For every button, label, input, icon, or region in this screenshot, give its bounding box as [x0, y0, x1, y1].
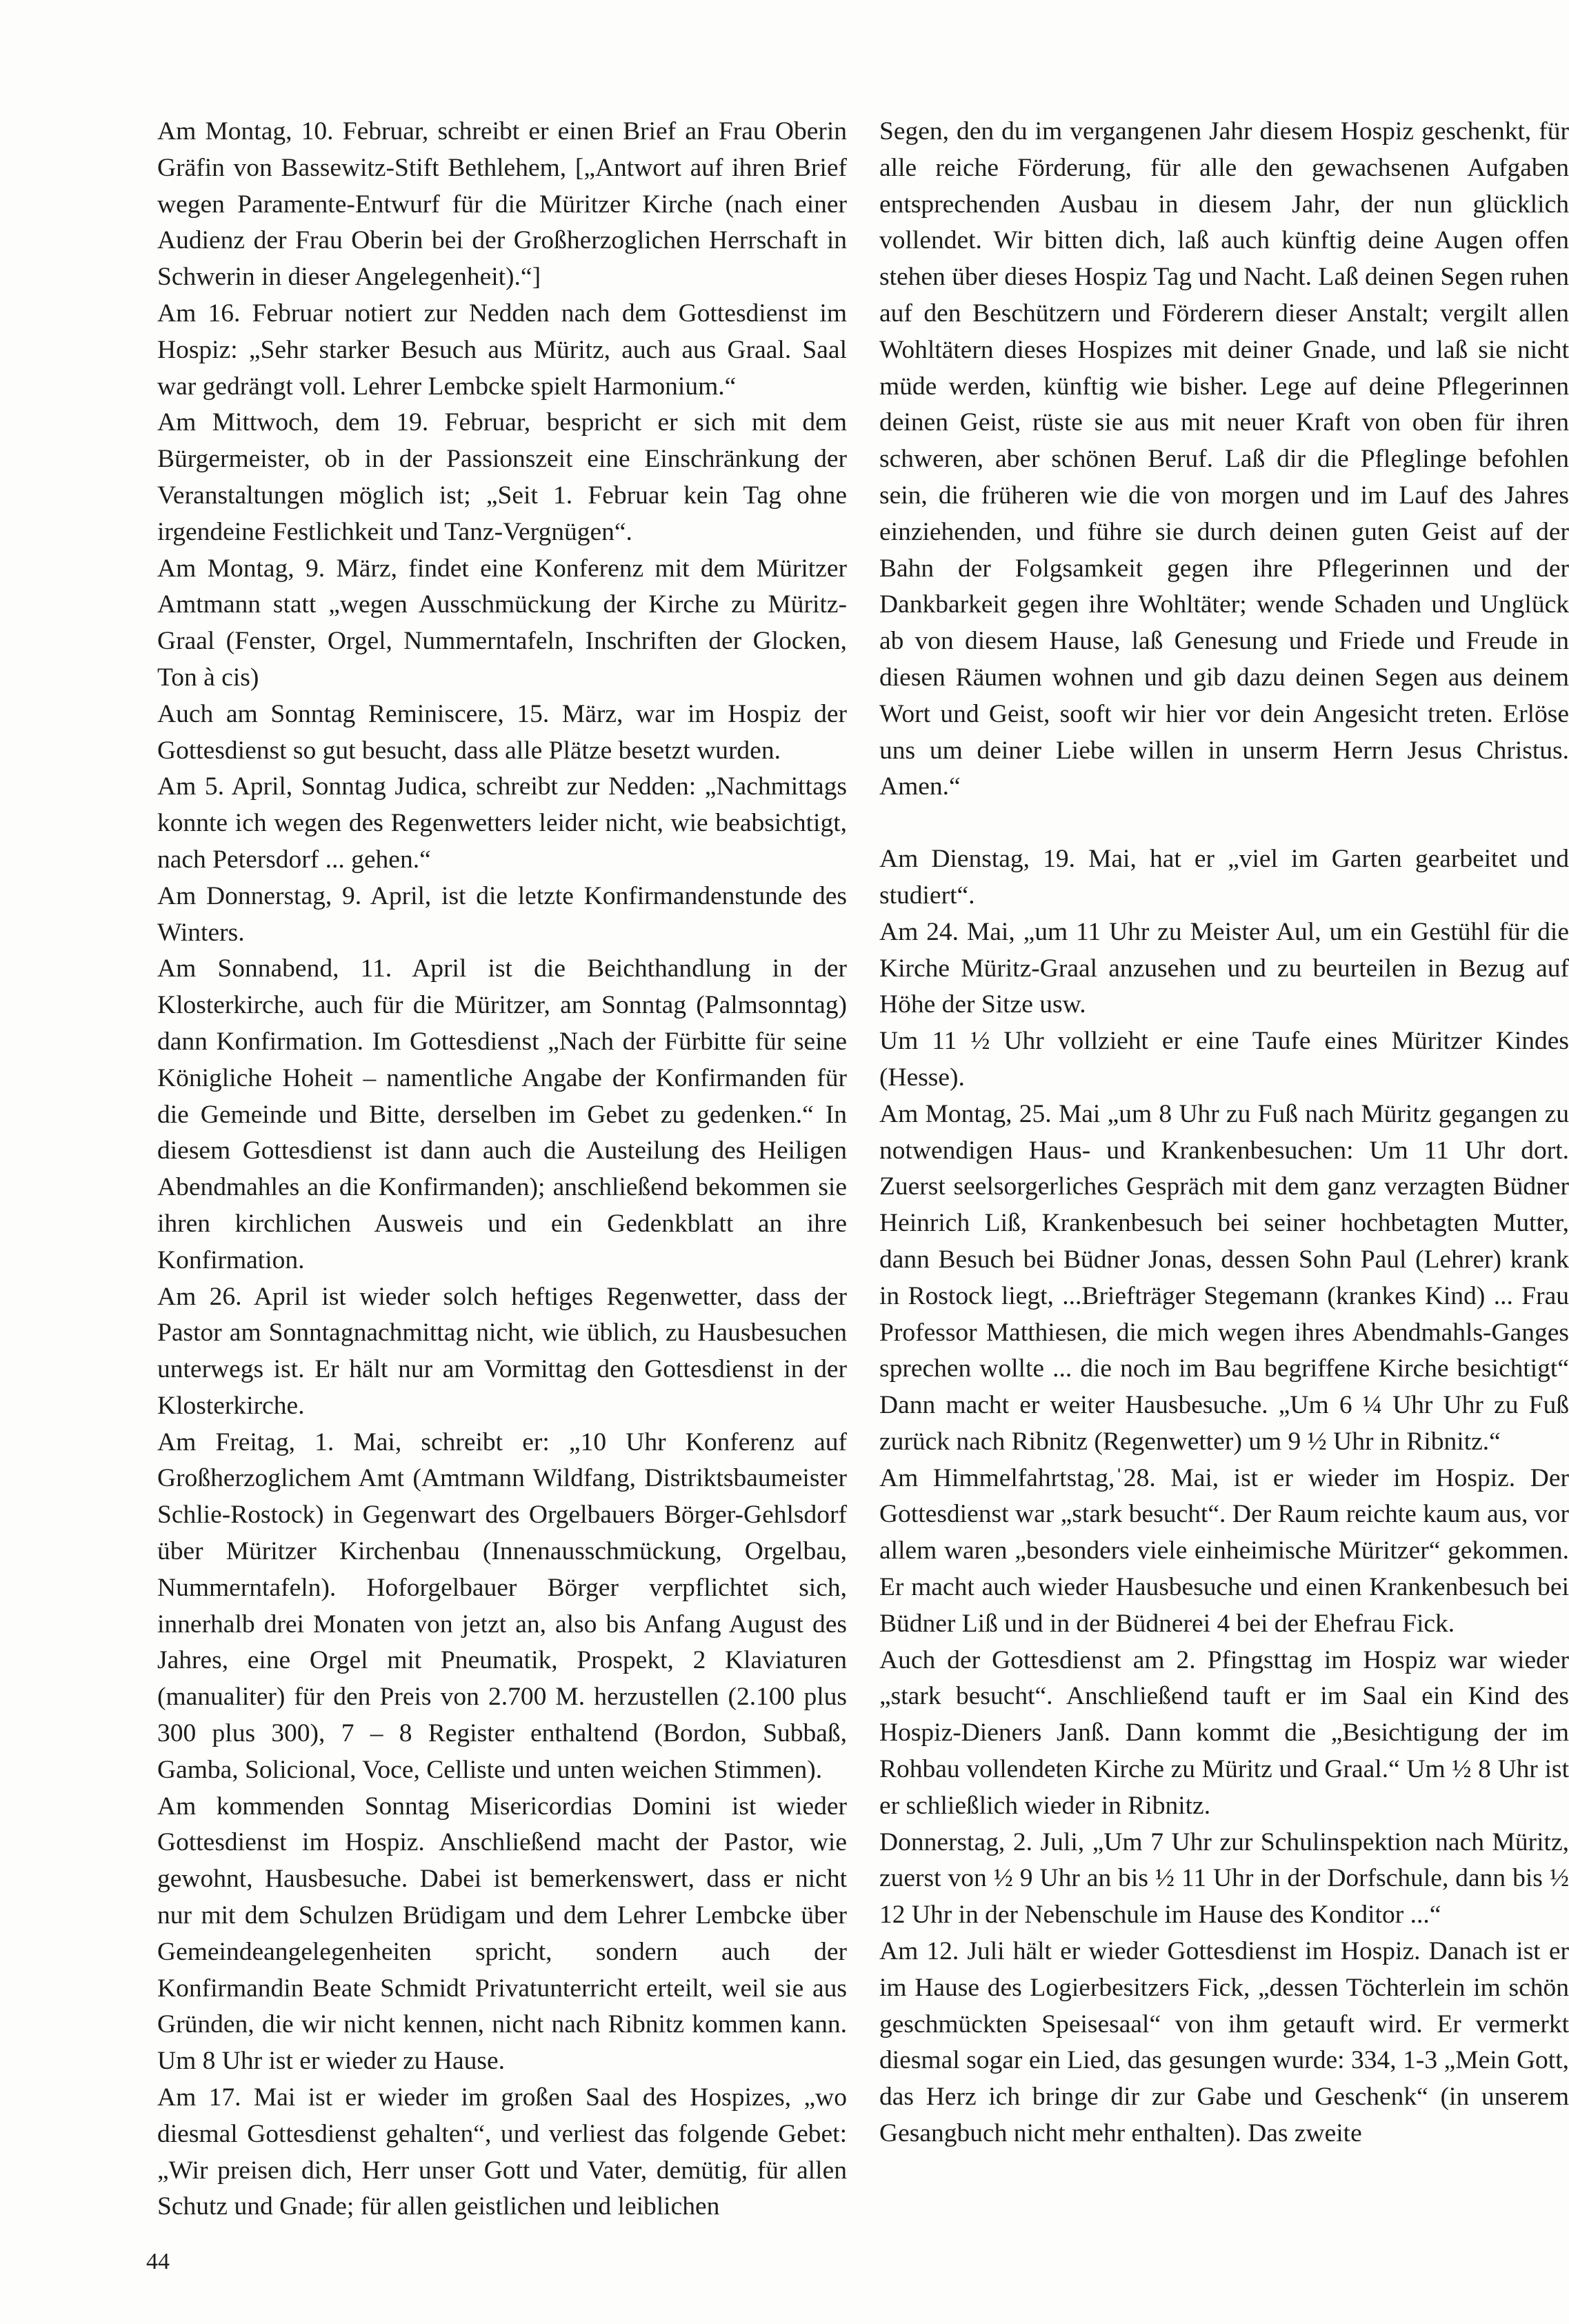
paragraph: Am 17. Mai ist er wieder im großen Saal des Hospizes, „wo diesmal Gottesdienst gehalten“, und verliest das folgende Gebet: „Wir preisen dich, Herr unser Gott und Vater, demütig, für allen Schutz und Gnade; für allen geistlichen und leiblichen — [157, 2083, 847, 2221]
right-column — [879, 114, 1569, 2152]
paragraph: Am Donnerstag, 9. April, ist die letzte Konfirmandenstunde des Winters. — [157, 881, 847, 947]
section-gap — [879, 805, 1569, 841]
paragraph: Donnerstag, 2. Juli, „Um 7 Uhr zur Schulinspektion nach Müritz, zuerst von ½ 9 Uhr an bis ½ 11 Uhr in der Dorfschule, dann bis ½ 12 Uhr in der Nebenschule im Hause des Konditor ...“ — [879, 1827, 1569, 1930]
paragraph: Am Sonnabend, 11. April ist die Beichthandlung in der Klosterkirche, auch für die Müritzer, am Sonntag (Palmsonntag) dann Konfirmation. Im Gottesdienst „Nach der Fürbitte für seine Königliche Hoheit – namentliche Angabe der Konfirmanden für die Gemeinde und Bitte, derselben im Gebet zu gedenken.“ In diesem Gottesdienst ist dann auch die Austeilung des Heiligen Abendmahles an die Konfirmanden); anschließend bekommen sie ihren kirchlichen Ausweis und ein Gedenkblatt an ihre Konfirmation. — [157, 954, 847, 1274]
paragraph: Um 11 ½ Uhr vollzieht er eine Taufe eines Müritzer Kindes (Hesse). — [879, 1027, 1569, 1092]
paragraph: Auch am Sonntag Reminiscere, 15. März, war im Hospiz der Gottesdienst so gut besucht, dass alle Plätze besetzt wurden. — [157, 699, 847, 765]
paragraph: Am Himmelfahrtstag,ˈ28. Mai, ist er wieder im Hospiz. Der Gottesdienst war „stark besucht“. Der Raum reichte kaum aus, vor allem waren „besonders viele einheimische Müritzer“ gekommen. Er macht auch wieder Hausbesuche und einen Krankenbesuch bei Büdner Liß und in der Büdnerei 4 bei der Ehefrau Fick. — [879, 1463, 1569, 1638]
paragraph: Am kommenden Sonntag Misericordias Domini ist wieder Gottesdienst im Hospiz. Anschließend macht der Pastor, wie gewohnt, Hausbesuche. Dabei ist bemerkenswert, dass er nicht nur mit dem Schulzen Brüdigam und dem Lehrer Lembcke über Gemeindeangelegenheiten spricht, sondern auch der Konfirmandin Beate Schmidt Privatunterricht erteilt, weil sie aus Gründen, die wir nicht kennen, nicht nach Ribnitz kommen kann. Um 8 Uhr ist er wieder zu Hause. — [157, 1792, 847, 2076]
paragraph: Am Montag, 9. März, findet eine Konferenz mit dem Müritzer Amtmann statt „wegen Ausschmückung der Kirche zu Müritz-Graal (Fenster, Orgel, Nummerntafeln, Inschriften der Glocken, Ton à cis) — [157, 554, 847, 692]
paragraph: Am 24. Mai, „um 11 Uhr zu Meister Aul, um ein Gestühl für die Kirche Müritz-Graal anzusehen und zu beurteilen in Bezug auf Höhe der Sitze usw. — [879, 917, 1569, 1019]
paragraph: Am Montag, 25. Mai „um 8 Uhr zu Fuß nach Müritz gegangen zu notwendigen Haus- und Krankenbesuchen: Um 11 Uhr dort. Zuerst seelsorgerliches Gespräch mit dem ganz verzagten Büdner Heinrich Liß, Krankenbesuch bei seiner hochbetagten Mutter, dann Besuch bei Büdner Jonas, dessen Sohn Paul (Lehrer) krank in Rostock liegt, ...Briefträger Stegemann (krankes Kind) ... Frau Professor Matthiesen, die mich wegen ihres Abendmahls-Ganges sprechen wollte ... die noch im Bau begriffene Kirche besichtigt“ Dann macht er weiter Hausbesuche. „Um 6 ¼ Uhr Uhr zu Fuß zurück nach Ribnitz (Regenwetter) um 9 ½ Uhr in Ribnitz.“ — [879, 1099, 1569, 1456]
paragraph: Auch der Gottesdienst am 2. Pfingsttag im Hospiz war wieder „stark besucht“. Anschließend tauft er im Saal ein Kind des Hospiz-Dieners Janß. Dann kommt die „Besichtigung der im Rohbau vollendeten Kirche zu Müritz und Graal.“ Um ½ 8 Uhr ist er schließlich wieder in Ribnitz. — [879, 1645, 1569, 1820]
paragraph: Am 26. April ist wieder solch heftiges Regenwetter, dass der Pastor am Sonntagnachmittag nicht, wie üblich, zu Hausbesuchen unterwegs ist. Er hält nur am Vormittag den Gottesdienst in der Klosterkirche. — [157, 1282, 847, 1420]
paragraph: Am 12. Juli hält er wieder Gottesdienst im Hospiz. Danach ist er im Hause des Logierbesitzers Fick, „dessen Töchterlein im schön geschmückten Speisesaal“ von ihm getauft wird. Er vermerkt diesmal sogar ein Lied, das gesungen wurde: 334, 1-3 „Mein Gott, das Herz ich bringe dir zur Gabe und Geschenk“ (in unserem Gesangbuch nicht mehr enthalten). Das zweite — [879, 1937, 1569, 2148]
paragraph: Am 5. April, Sonntag Judica, schreibt zur Nedden: „Nachmittags konnte ich wegen des Regenwetters leider nicht, wie beabsichtigt, nach Petersdorf ... gehen.“ — [157, 772, 847, 874]
paragraph: Am Freitag, 1. Mai, schreibt er: „10 Uhr Konferenz auf Großherzoglichem Amt (Amtmann Wildfang, Distriktsbaumeister Schlie-Rostock) in Gegenwart des Orgelbauers Börger-Gehlsdorf über Müritzer Kirchenbau (Innenausschmückung, Orgelbau, Nummerntafeln). Hoforgelbauer Börger verpflichtet sich, innerhalb drei Monaten von jetzt an, also bis Anfang August des Jahres, eine Orgel mit Pneumatik, Prospekt, 2 Klaviaturen (manualiter) für den Preis von 2.700 M. herzustellen (2.100 plus 300 plus 300), 7 – 8 Register enthaltend (Bordon, Subbaß, Gamba, Solicional, Voce, Celliste und unten weichen Stimmen). — [157, 1428, 847, 1784]
left-column — [157, 114, 847, 2225]
paragraph: Am Mittwoch, dem 19. Februar, bespricht er sich mit dem Bürgermeister, ob in der Passionszeit eine Einschränkung der Veranstaltungen möglich ist; „Seit 1. Februar kein Tag ohne irgendeine Festlichkeit und Tanz-Vergnügen“. — [157, 408, 847, 546]
paragraph: Am 16. Februar notiert zur Nedden nach dem Gottesdienst im Hospiz: „Sehr starker Besuch aus Müritz, auch aus Graal. Saal war gedrängt voll. Lehrer Lembcke spielt Harmonium.“ — [157, 299, 847, 401]
paragraph: Am Montag, 10. Februar, schreibt er einen Brief an Frau Oberin Gräfin von Bassewitz-Stift Bethlehem, [„Antwort auf ihren Brief wegen Paramente-Entwurf für die Müritzer Kirche (nach einer Audienz der Frau Oberin bei der Großherzoglichen Herrschaft in Schwerin in dieser Angelegenheit).“] — [157, 117, 847, 292]
prayer-continuation: Segen, den du im vergangenen Jahr diesem Hospiz geschenkt, für alle reiche Förderung, für alle den gewachsenen Aufgaben entsprechenden Ausbau in diesem Jahr, der nun glücklich vollendet. Wir bitten dich, laß auch künftig deine Augen offen stehen über dieses Hospiz Tag und Nacht. Laß deinen Segen ruhen auf den Beschützern und Förderern dieser Anstalt; vergilt allen Wohltätern dieses Hospizes mit deiner Gnade, und laß sie nicht müde werden, künftig wie bisher. Lege auf deine Pflegerinnen deinen Geist, rüste sie aus mit neuer Kraft von oben für ihren schweren, aber schönen Beruf. Laß dir die Pfleglinge befohlen sein, die früheren wie die von morgen und im Lauf des Jahres einziehenden, und führe sie durch deinen guten Geist auf der Bahn der Folgsamkeit gegen ihre Pflegerinnen und der Dankbarkeit gegen ihre Wohltäter; wende Schaden und Unglück ab von diesem Hause, laß Genesung und Friede und Freude in diesen Räumen wohnen und gib dazu deinen Segen aus deinem Wort und Geist, sooft wir hier vor dein Angesicht treten. Erlöse uns um deiner Liebe willen in unserm Herrn Jesus Christus. Amen.“ — [879, 117, 1569, 801]
page-number: 44 — [146, 2249, 170, 2274]
paragraph: Am Dienstag, 19. Mai, hat er „viel im Garten gearbeitet und studiert“. — [879, 845, 1569, 910]
